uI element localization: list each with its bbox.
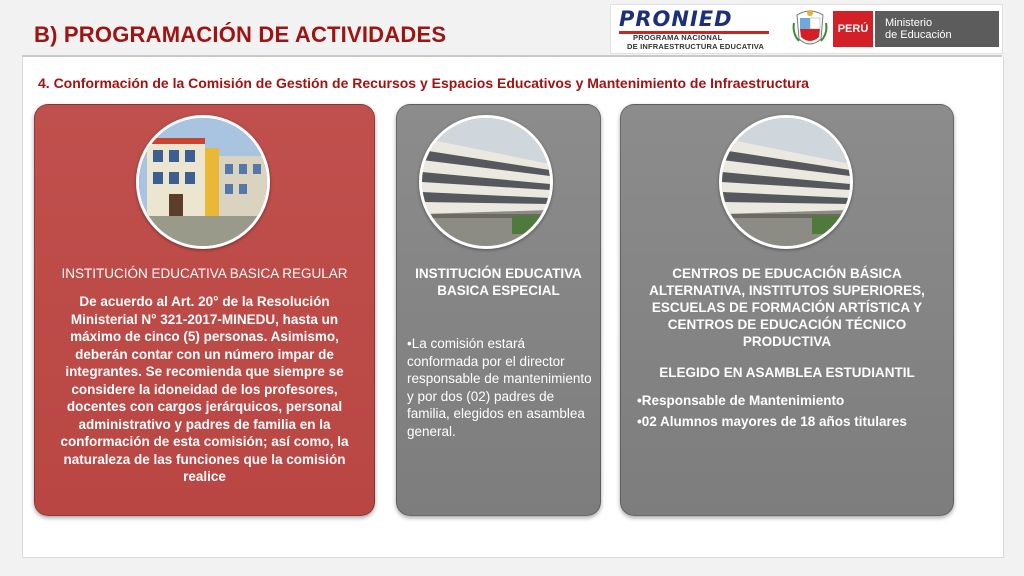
page-title: B) PROGRAMACIÓN DE ACTIVIDADES [34, 22, 447, 47]
section-subtitle: 4. Conformación de la Comisión de Gestión de Recursos y Espacios Educativos y Mantenimiento de Infraestructura [38, 75, 809, 91]
ministry-label-line2: de Educación [885, 29, 952, 41]
election-note: ELEGIDO EN ASAMBLEA ESTUDIANTIL [659, 365, 915, 380]
pronied-tagline-line1: PROGRAMA NACIONAL [633, 33, 723, 42]
institution-logos [610, 4, 1003, 54]
card-heading: CENTROS DE EDUCACIÓN BÁSICA ALTERNATIVA, INSTITUTOS SUPERIORES, ESCUELAS DE FORMACIÓN ARTÍSTICA Y CENTROS DE EDUCACIÓN TÉCNICO PRODUCTIVA [649, 266, 925, 349]
ministry-label [875, 11, 999, 47]
school-building-photo [719, 115, 853, 249]
school-building-photo [136, 115, 270, 249]
pronied-logo: PRONIED [619, 7, 733, 31]
pronied-tagline [627, 33, 764, 51]
card-description: •La comisión estará conformada por el director responsable de mantenimiento y por dos (02) padres de familia, elegidos en asamblea general. [407, 336, 592, 439]
header-divider [22, 55, 1002, 57]
card-centros-educacion [620, 104, 954, 516]
card-basica-regular [34, 104, 375, 516]
ministry-label-line1: Ministerio [885, 17, 933, 29]
list-item: •Responsable de Mantenimiento [637, 393, 845, 408]
peru-coat-of-arms-icon [791, 9, 829, 49]
list-item: •02 Alumnos mayores de 18 años titulares [637, 414, 907, 429]
card-basica-especial [396, 104, 601, 516]
school-building-photo [419, 115, 553, 249]
pronied-tagline-line2: DE INFRAESTRUCTURA EDUCATIVA [627, 42, 765, 51]
peru-label: PERÚ [833, 11, 873, 47]
card-heading: INSTITUCIÓN EDUCATIVA BASICA ESPECIAL [415, 266, 582, 298]
member-list [637, 390, 943, 432]
card-description: De acuerdo al Art. 20° de la Resolución Ministerial N° 321-2017-MINEDU, hasta un máximo de cinco (5) personas. Asimismo, deberán contar con un número impar de integrantes. Se recomienda que siempre se considere la idoneidad de los profesores, docentes con cargos jerárquicos, personal administrativo y padres de familia en la conformación de esta comisión; así como, la naturaleza de las funciones que la comisión realice [60, 294, 349, 484]
card-heading: INSTITUCIÓN EDUCATIVA BASICA REGULAR [61, 266, 348, 281]
